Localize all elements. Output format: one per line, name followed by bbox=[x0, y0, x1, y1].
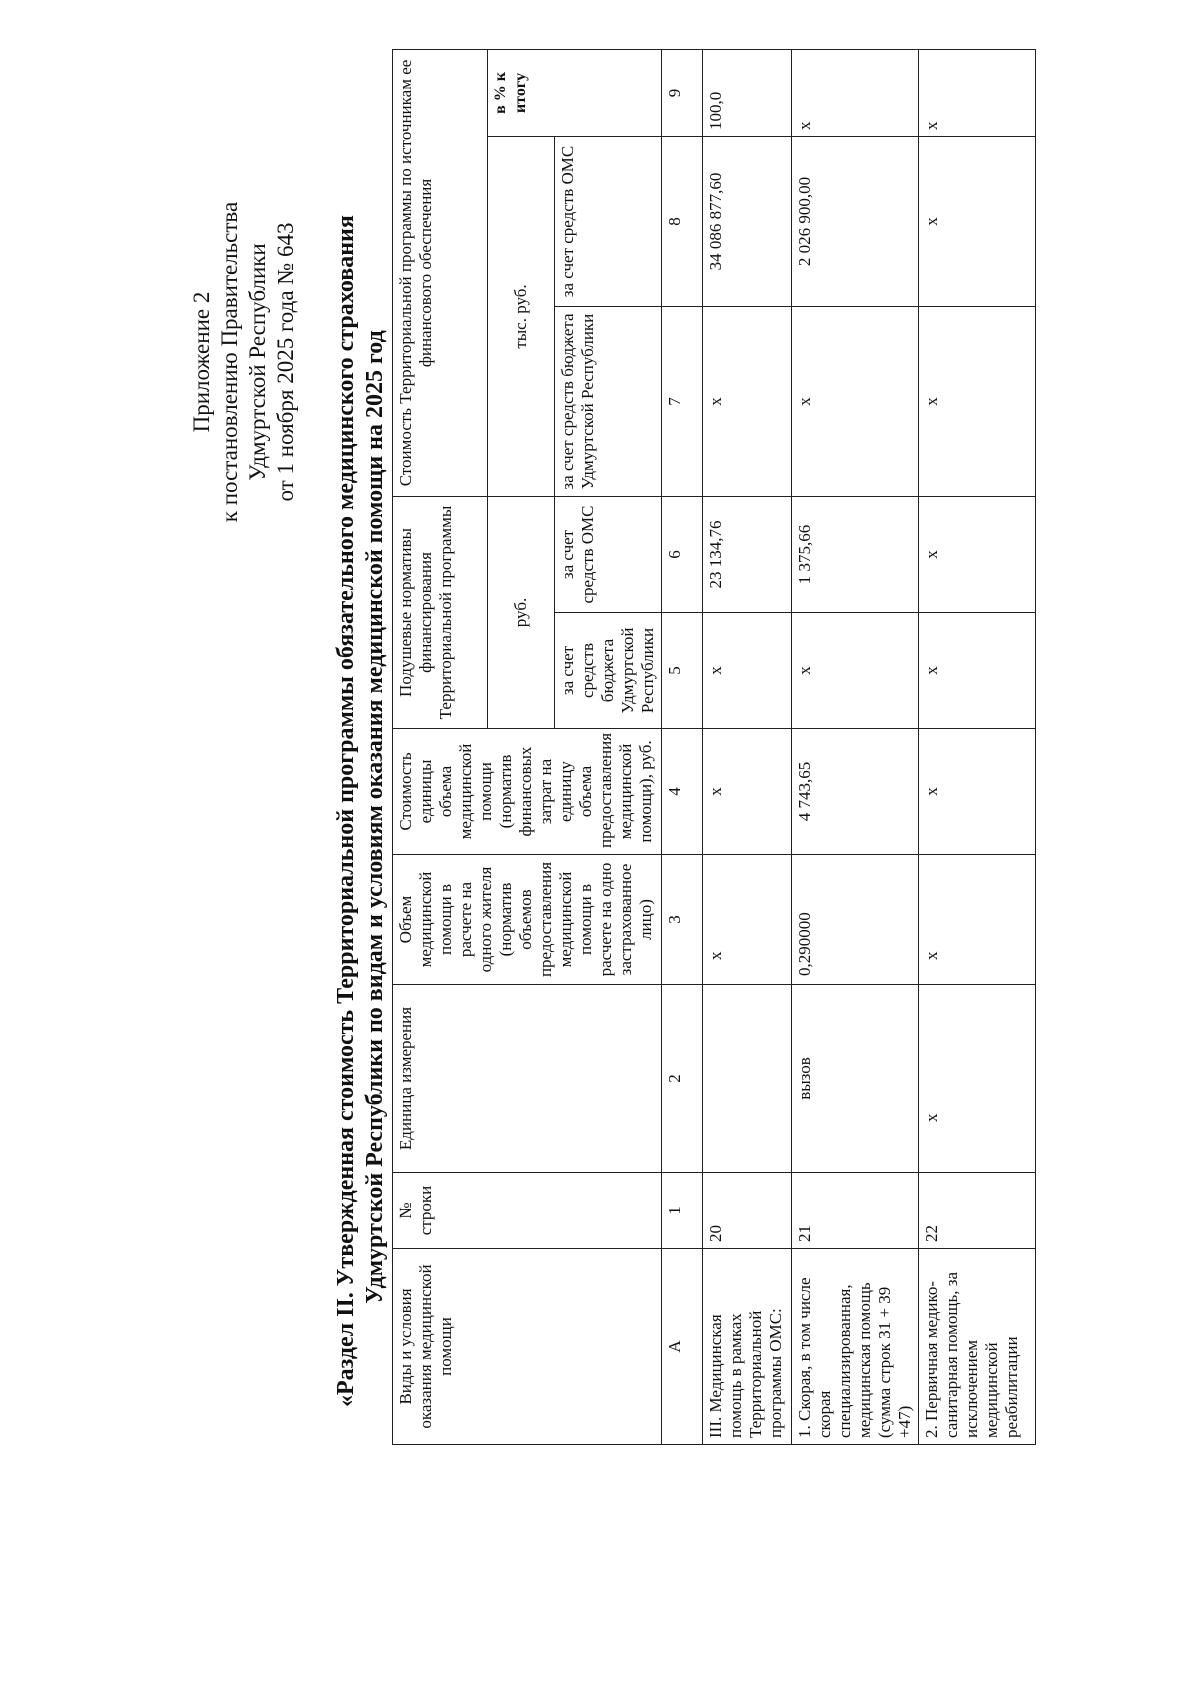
header-row-number: № строки bbox=[393, 1173, 662, 1249]
appendix-line-3: Удмуртской Республики bbox=[245, 243, 270, 481]
row-per-capita-budget: х bbox=[703, 613, 792, 729]
row-volume: х bbox=[703, 855, 792, 985]
header-percent-total: в % к итогу bbox=[488, 49, 662, 136]
row-per-capita-oms: х bbox=[919, 496, 1036, 612]
row-per-capita-budget: х bbox=[792, 613, 919, 729]
row-volume: 0,290000 bbox=[792, 855, 919, 985]
row-percent: 100,0 bbox=[703, 49, 792, 136]
header-row-1 bbox=[393, 49, 488, 1444]
row-number: 22 bbox=[919, 1173, 1036, 1249]
row-per-capita-oms: 1 375,66 bbox=[792, 496, 919, 612]
column-number: 4 bbox=[662, 729, 703, 855]
header-type-conditions: Виды и условия оказания медицинской помощи bbox=[393, 1249, 662, 1445]
header-per-capita-group: Подушевые нормативы финансирования Территориальной программы bbox=[393, 496, 488, 728]
row-per-capita-budget: х bbox=[919, 613, 1036, 729]
row-percent: х bbox=[919, 49, 1036, 136]
column-number: 1 bbox=[662, 1173, 703, 1249]
row-unit-cost: х bbox=[703, 729, 792, 855]
column-number: 3 bbox=[662, 855, 703, 985]
header-program-cost-group: Стоимость Территориальной программы по источникам ее финансового обеспечения bbox=[393, 49, 488, 496]
column-number: 6 bbox=[662, 496, 703, 612]
row-name: 2. Первичная медико-санитарная помощь, за исключением медицинской реабилитации bbox=[919, 1249, 1036, 1445]
column-number: 9 bbox=[662, 49, 703, 136]
header-unit: Единица измерения bbox=[393, 985, 662, 1173]
appendix-line-2: к постановлению Правительства bbox=[217, 201, 242, 523]
row-number: 21 bbox=[792, 1173, 919, 1249]
appendix-line-1: Приложение 2 bbox=[189, 291, 214, 433]
appendix-line-4: от 1 ноября 2025 года № 643 bbox=[273, 222, 298, 502]
row-volume: х bbox=[919, 855, 1036, 985]
row-unit: вызов bbox=[792, 985, 919, 1173]
row-percent: х bbox=[792, 49, 919, 136]
column-number: 5 bbox=[662, 613, 703, 729]
header-per-capita-oms: за счет средств ОМС bbox=[555, 496, 662, 612]
header-cost-oms: за счет средств ОМС bbox=[555, 136, 662, 306]
row-unit bbox=[703, 985, 792, 1173]
row-cost-oms: х bbox=[919, 136, 1036, 306]
row-unit: х bbox=[919, 985, 1036, 1173]
column-number-row bbox=[662, 49, 703, 1444]
column-number: 7 bbox=[662, 306, 703, 496]
column-number: 8 bbox=[662, 136, 703, 306]
column-number: А bbox=[662, 1249, 703, 1445]
header-unit-cost: Стоимость единицы объема медицинской помощи (норматив финансовых затрат на единицу объема предоставления медицинской помощи), руб. bbox=[393, 729, 662, 855]
section-title-line-1: «Раздел II. Утвержденная стоимость Территориальной программы обязательного медицинского страхования bbox=[333, 215, 359, 1407]
row-unit-cost: х bbox=[919, 729, 1036, 855]
table-row bbox=[703, 49, 792, 1444]
section-title-line-2: Удмуртской Республики по видам и условиям оказания медицинской помощи на 2025 год bbox=[362, 330, 388, 1304]
row-unit-cost: 4 743,65 bbox=[792, 729, 919, 855]
table-row bbox=[792, 49, 919, 1444]
row-cost-oms: 2 026 900,00 bbox=[792, 136, 919, 306]
header-cost-budget: за счет средств бюджета Удмуртской Республики bbox=[555, 306, 662, 496]
column-number: 2 bbox=[662, 985, 703, 1173]
section-title bbox=[332, 215, 390, 1407]
header-unit-thousand-rub: тыс. руб. bbox=[488, 136, 555, 496]
row-name: III. Медицинская помощь в рамках Территориальной программы ОМС: bbox=[703, 1249, 792, 1445]
row-cost-budget: х bbox=[919, 306, 1036, 496]
row-cost-budget: х bbox=[703, 306, 792, 496]
header-unit-rub: руб. bbox=[488, 496, 555, 728]
row-cost-budget: х bbox=[792, 306, 919, 496]
header-volume: Объем медицинской помощи в расчете на одного жителя (норматив объемов предоставления медицинской помощи в расчете на одно застрахованное лицо) bbox=[393, 855, 662, 985]
header-per-capita-budget: за счет средств бюджета Удмуртской Республики bbox=[555, 613, 662, 729]
cost-table bbox=[392, 49, 1036, 1445]
table-row bbox=[919, 49, 1036, 1444]
row-per-capita-oms: 23 134,76 bbox=[703, 496, 792, 612]
row-name: 1. Скорая, в том числе скорая специализированная, медицинская помощь (сумма строк 31 + 39 +47) bbox=[792, 1249, 919, 1445]
row-number: 20 bbox=[703, 1173, 792, 1249]
row-cost-oms: 34 086 877,60 bbox=[703, 136, 792, 306]
